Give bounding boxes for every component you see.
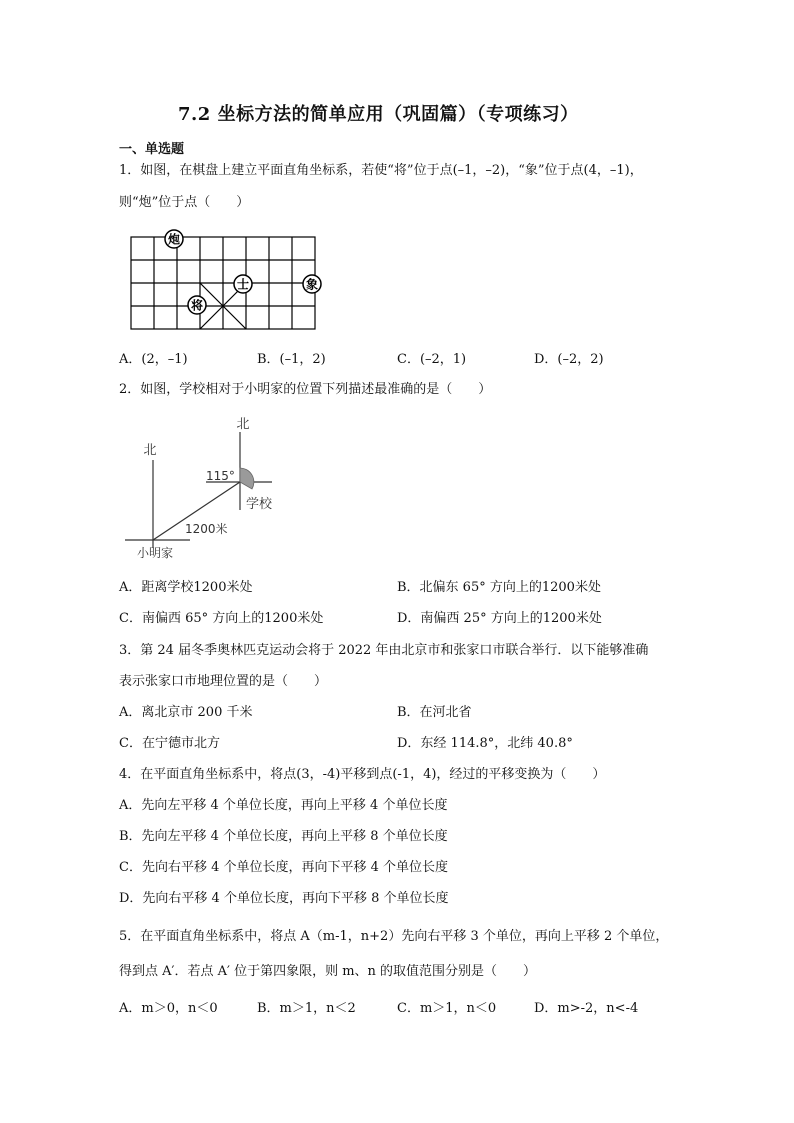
q3-option-c: C．在宁德市北方 (119, 736, 220, 751)
direction-svg (120, 410, 290, 570)
piece-pao-label: 炮 (167, 232, 181, 247)
north-label-school: 北 (236, 417, 250, 432)
piece-jiang-label: 将 (190, 298, 204, 313)
page-title: 7.2 坐标方法的简单应用（巩固篇）（专项练习） (178, 104, 579, 125)
q2-option-c: C．南偏西 65° 方向上的1200米处 (119, 611, 324, 626)
q3-option-a: A．离北京市 200 千米 (119, 705, 253, 720)
q3-stem-line2: 表示张家口市地理位置的是（ ） (119, 674, 328, 689)
q1-option-d: D．(–2，2) (534, 352, 604, 367)
home-label: 小明家 (137, 546, 174, 560)
q2-option-d: D．南偏西 25° 方向上的1200米处 (397, 611, 602, 626)
piece-shi (234, 275, 252, 293)
section-heading: 一、单选题 (119, 142, 185, 157)
q4-option-c: C．先向右平移 4 个单位长度，再向下平移 4 个单位长度 (119, 860, 449, 875)
q1-option-c: C．(–2，1) (397, 352, 467, 367)
q5-stem-line1: 5．在平面直角坐标系中，将点 A（m-1，n+2）先向右平移 3 个单位，再向上平移 2 个单位， (119, 929, 669, 944)
piece-xiang-label: 象 (305, 277, 319, 292)
q1-stem-line2: 则“炮”位于点（ ） (119, 195, 250, 210)
q5-stem-line2: 得到点 A′．若点 A′ 位于第四象限，则 m、n 的取值范围分别是（ ） (119, 964, 537, 979)
q1-option-a: A．(2，–1) (119, 352, 188, 367)
q4-stem: 4．在平面直角坐标系中，将点(3，-4)平移到点(-1，4)，经过的平移变换为（ ） (119, 767, 606, 782)
q1-chessboard-figure (125, 227, 325, 341)
q2-stem: 2．如图，学校相对于小明家的位置下列描述最准确的是（ ） (119, 382, 492, 397)
q5-option-d: D．m>-2，n<-4 (534, 1001, 639, 1016)
q5-option-b: B．m＞1，n＜2 (257, 1001, 356, 1016)
north-label-home: 北 (143, 443, 157, 458)
school-label: 学校 (246, 497, 273, 512)
q5-option-a: A．m＞0，n＜0 (119, 1001, 218, 1016)
q4-option-d: D．先向右平移 4 个单位长度，再向下平移 8 个单位长度 (119, 891, 449, 906)
q4-option-a: A．先向左平移 4 个单位长度，再向上平移 4 个单位长度 (119, 798, 448, 813)
piece-xiang (303, 275, 321, 293)
piece-jiang (188, 296, 206, 314)
chessboard-svg (125, 227, 325, 337)
q1-option-b: B．(–1，2) (257, 352, 326, 367)
q4-option-b: B．先向左平移 4 个单位长度，再向上平移 8 个单位长度 (119, 829, 448, 844)
q5-option-c: C．m＞1，n＜0 (397, 1001, 497, 1016)
q3-stem-line1: 3．第 24 届冬季奥林匹克运动会将于 2022 年由北京市和张家口市联合举行．以下能够准确 (119, 643, 649, 658)
distance-label: 1200米 (185, 522, 228, 536)
q2-option-b: B．北偏东 65° 方向上的1200米处 (397, 580, 601, 595)
q2-direction-figure (120, 410, 290, 574)
q2-option-a: A．距离学校1200米处 (119, 580, 253, 595)
angle-marker (240, 468, 254, 489)
angle-label: 115° (206, 469, 235, 483)
q3-option-b: B．在河北省 (397, 705, 472, 720)
q1-stem-line1: 1．如图，在棋盘上建立平面直角坐标系，若使“将”位于点(–1，–2)，“象”位于点(4，–1)， (119, 163, 643, 178)
piece-shi-label: 士 (236, 277, 250, 292)
piece-pao (165, 230, 183, 248)
q3-option-d: D．东经 114.8°，北纬 40.8° (397, 736, 573, 751)
